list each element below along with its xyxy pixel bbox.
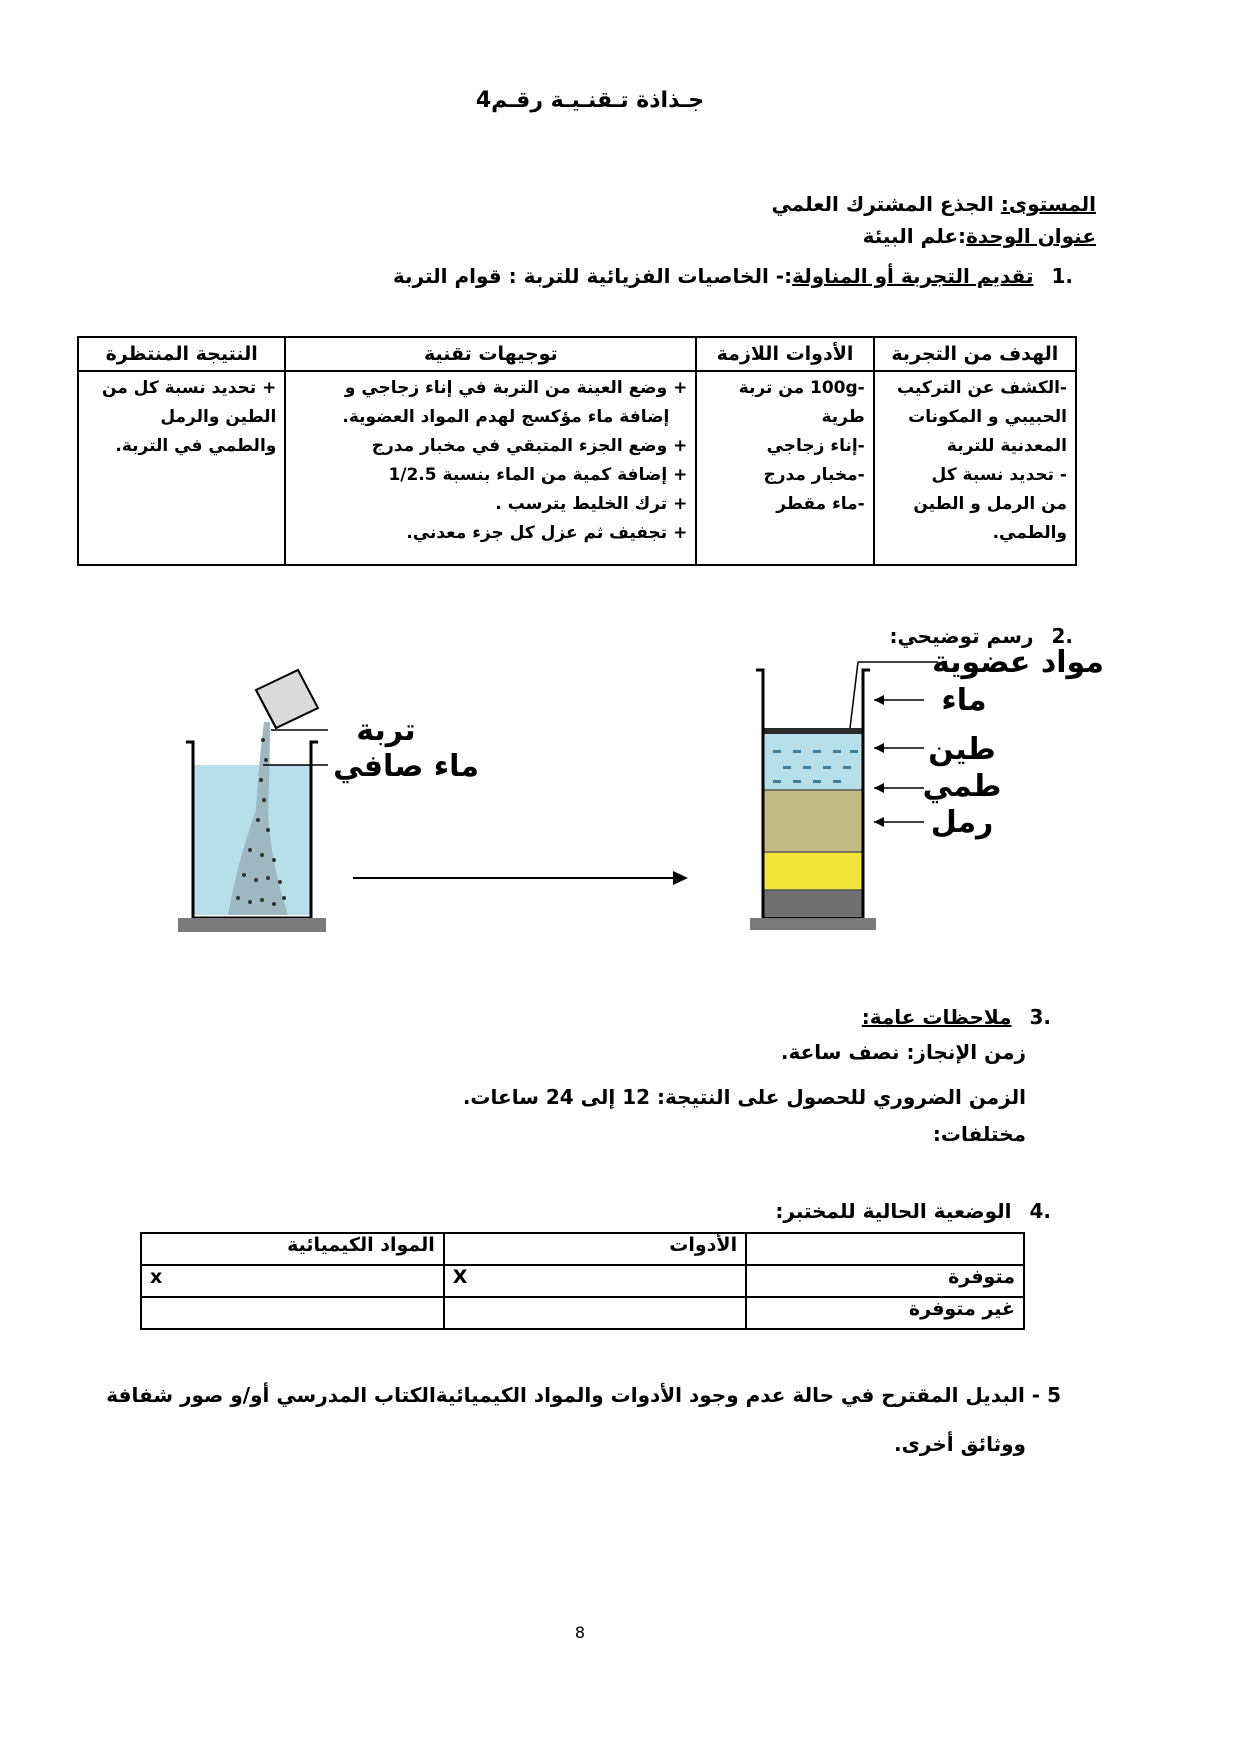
steps-line: + إضافة كمية من الماء بنسبة 1/2.5: [388, 465, 688, 485]
table-row: [141, 1265, 1024, 1297]
steps-line: + تجفيف ثم عزل كل جزء معدني.: [406, 523, 688, 543]
section4-line: [775, 1199, 1051, 1223]
goal-line: المعدنية للتربة: [946, 436, 1067, 456]
section1-value: :- الخاصيات الفزيائية للتربة : قوام التربة: [392, 264, 793, 288]
right-labels: [850, 645, 1104, 840]
goal-line: - تحديد نسبة كل: [931, 465, 1067, 485]
header-empty-cell: [746, 1233, 1024, 1265]
cell-steps: [285, 371, 696, 565]
section2-number: .2: [1051, 624, 1073, 648]
result-time-line: الزمن الضروري للحصول على النتيجة: 12 إلى 24 ساعات.: [462, 1085, 1026, 1109]
layer-silt: [763, 852, 863, 890]
layer-sand: [763, 890, 863, 916]
label-sand: رمل: [930, 805, 994, 840]
row-available-label: متوفرة: [746, 1265, 1024, 1297]
section1-number: .1: [1051, 264, 1073, 288]
table-row: [78, 371, 1076, 565]
section5-line2: ووثائق أخرى.: [893, 1432, 1026, 1456]
result-line: الطين والرمل: [160, 407, 277, 427]
steps-line: + وضع العينة من التربة في إناء زجاجي و: [344, 378, 688, 398]
cell-goal: [874, 371, 1076, 565]
layer-organic: [763, 728, 863, 734]
goal-line: -الكشف عن التركيب: [897, 378, 1067, 398]
header-result: النتيجة المنتظرة: [78, 337, 285, 371]
label-organic-matter: مواد عضوية: [932, 645, 1104, 680]
steps-line: + وضع الجزء المتبقي في مخبار مدرج: [371, 436, 688, 456]
goal-line: من الرمل و الطين: [913, 494, 1067, 514]
completion-time-line: [781, 1040, 1026, 1064]
tools-line: -100g من تربة: [738, 378, 865, 398]
table-row: [141, 1297, 1024, 1329]
label-clay: طين: [928, 732, 996, 767]
section5-line1: 5 - البديل المقترح في حالة عدم وجود الأدوات والمواد الكيميائيةالكتاب المدرسي أو/و صور شفافة: [106, 1383, 1061, 1407]
available-chem-cell: x: [141, 1265, 444, 1297]
goal-line: الحبيبي و المكونات: [908, 407, 1067, 427]
layer-clay: [763, 790, 863, 852]
header-chemicals: المواد الكيميائية: [141, 1233, 444, 1265]
misc-line: مختلفات:: [932, 1122, 1026, 1146]
completion-time-value: نصف ساعة.: [780, 1040, 907, 1064]
soil-texture-diagram: [178, 645, 1104, 960]
table-header-row: [78, 337, 1076, 371]
tools-line: -ماء مقطر: [776, 494, 865, 514]
label-soil: تربة: [356, 713, 416, 748]
page-number: 8: [574, 1623, 586, 1642]
label-water: ماء: [941, 683, 987, 718]
section3-label: ملاحظات عامة:: [861, 1005, 1012, 1029]
section3-number: .3: [1029, 1005, 1051, 1029]
lab-status-table: [140, 1232, 1025, 1330]
result-line: والطمي في التربة.: [115, 436, 277, 456]
pouring-container: [256, 670, 318, 728]
steps-line: إضافة ماء مؤكسج لهدم المواد العضوية.: [342, 407, 670, 427]
available-tools-cell: X: [444, 1265, 746, 1297]
unavailable-chem-cell: [141, 1297, 444, 1329]
experiment-table: [77, 336, 1077, 566]
section1-label: تقديم التجربة أو المناولة: [792, 264, 1034, 288]
tools-line: -مخبار مدرج: [763, 465, 865, 485]
unit-label: عنوان الوحدة: [966, 224, 1096, 248]
process-arrow: [353, 871, 688, 885]
section2-label: رسم توضيحي:: [889, 624, 1034, 648]
row-unavailable-label: غير متوفرة: [746, 1297, 1024, 1329]
unit-value: :علم البيئة: [862, 224, 967, 248]
result-line: + تحديد نسبة كل من: [101, 378, 277, 398]
level-label: المستوى:: [1000, 192, 1096, 216]
header-goal: الهدف من التجربة: [874, 337, 1076, 371]
left-beaker-base: [178, 918, 326, 932]
table-header-row: [141, 1233, 1024, 1265]
completion-time-label: زمن الإنجاز:: [906, 1040, 1026, 1064]
right-cylinder: [750, 670, 876, 930]
unavailable-tools-cell: [444, 1297, 746, 1329]
header-tools: الأدوات اللازمة: [696, 337, 873, 371]
cylinder-base: [750, 918, 876, 930]
section4-number: .4: [1029, 1199, 1051, 1223]
unit-line: [863, 224, 1096, 248]
tools-line: طرية: [821, 407, 865, 427]
label-clear-water: ماء صافي: [333, 749, 479, 784]
level-value: الجذع المشترك العلمي: [771, 192, 1001, 216]
label-silt: طمي: [922, 769, 1002, 804]
left-beaker: [178, 670, 479, 932]
page-title: جـذاذة تـقنـيـة رقـم4: [475, 88, 705, 113]
section3-line: [862, 1005, 1051, 1029]
header-steps: توجيهات تقنية: [285, 337, 696, 371]
goal-line: والطمي.: [992, 523, 1067, 543]
header-tools: الأدوات: [444, 1233, 746, 1265]
level-line: [771, 192, 1096, 216]
cell-result: [78, 371, 285, 565]
tools-line: -إناء زجاجي: [766, 436, 865, 456]
section4-label: الوضعية الحالية للمختبر:: [775, 1199, 1012, 1223]
steps-line: + ترك الخليط يترسب .: [495, 494, 688, 514]
section1-line: [393, 264, 1073, 288]
cell-tools: [696, 371, 873, 565]
